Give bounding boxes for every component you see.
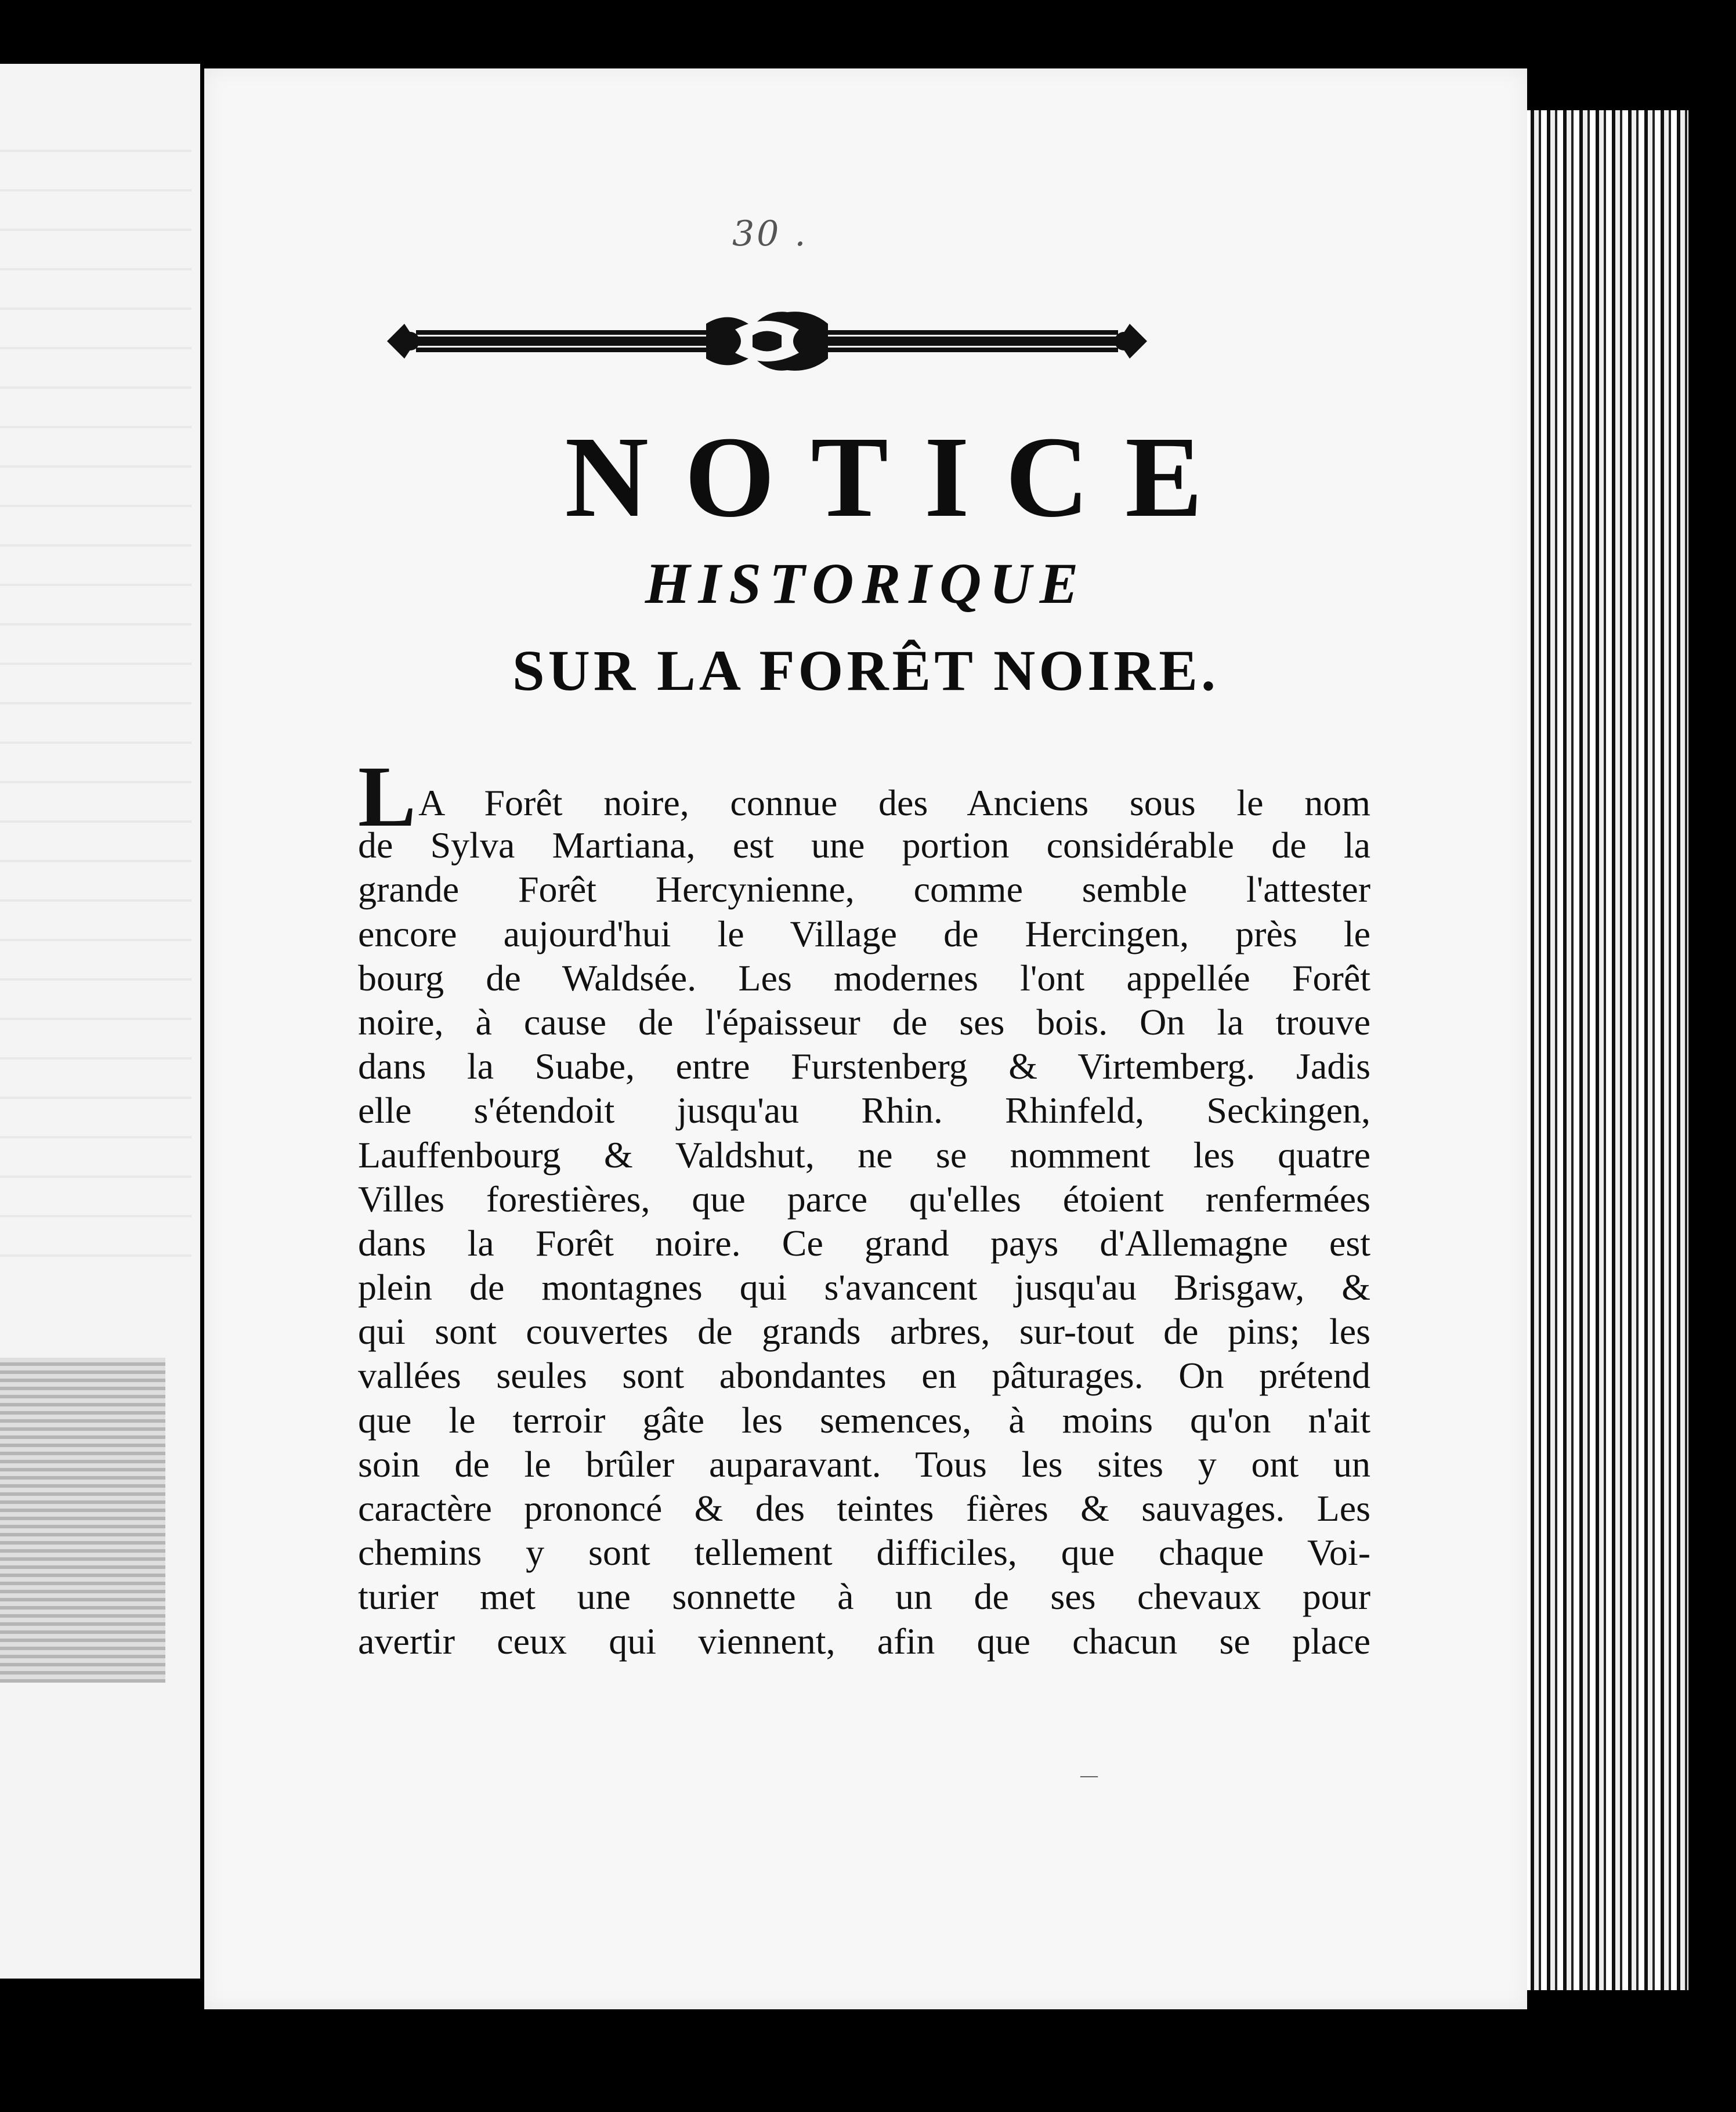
text-line: vallées seules sont abondantes en pâturages. On prétend — [358, 1355, 1370, 1397]
text-line: dans la Forêt noire. Ce grand pays d'Allemagne est — [358, 1222, 1370, 1264]
page-number: 30 . — [732, 214, 808, 254]
ink-smudge — [0, 1358, 165, 1683]
left-facing-page — [0, 64, 200, 1979]
page-edges — [1509, 110, 1688, 1990]
text-line: bourg de Waldsée. Les modernes l'ont appellée Forêt — [358, 957, 1370, 999]
text-line: elle s'étendoit jusqu'au Rhin. Rhinfeld, Seckingen, — [358, 1090, 1370, 1131]
text-line: noire, à cause de l'épaisseur de ses bois. On la trouve — [358, 1001, 1370, 1043]
body-text — [358, 748, 1370, 1663]
text-line: caractère prononcé & des teintes fières & sauvages. Les — [358, 1488, 1370, 1529]
text-line: qui sont couvertes de grands arbres, sur-tout de pins; les — [358, 1311, 1370, 1352]
text-line: Lauffenbourg & Valdshut, ne se nomment les quatre — [358, 1134, 1370, 1176]
text-line: chemins y sont tellement difficiles, que chaque Voi- — [358, 1532, 1370, 1574]
show-through-text — [0, 133, 191, 1294]
book-page — [204, 68, 1527, 2009]
text-line: dans la Suabe, entre Furstenberg & Virtemberg. Jadis — [358, 1046, 1370, 1087]
text-line: encore aujourd'hui le Village de Hercingen, près le — [358, 913, 1370, 954]
title-notice: NOTICE — [565, 413, 1239, 541]
text-line: que le terroir gâte les semences, à moins qu'on n'ait — [358, 1399, 1370, 1441]
text-line: turier met une sonnette à un de ses chevaux pour — [358, 1576, 1370, 1618]
catchword: — — [1080, 1766, 1098, 1785]
headpiece-ornament-icon — [381, 306, 1153, 376]
subtitle-historique: HISTORIQUE — [645, 551, 1087, 616]
heading-foret-noire: SUR LA FORÊT NOIRE. — [512, 638, 1219, 703]
text-line: avertir ceux qui viennent, afin que chacun se place — [358, 1620, 1370, 1662]
text-line: de Sylva Martiana, est une portion considérable de la — [358, 824, 1370, 866]
text-line: Villes forestières, que parce qu'elles étoient renfermées — [358, 1178, 1370, 1220]
text-line: plein de montagnes qui s'avancent jusqu'au Brisgaw, & — [358, 1267, 1370, 1308]
text-line: LA Forêt noire, connue des Anciens sous le nom — [358, 748, 1370, 845]
text-line: soin de le brûler auparavant. Tous les sites y ont un — [358, 1443, 1370, 1485]
text-line: grande Forêt Hercynienne, comme semble l'attester — [358, 869, 1370, 910]
drop-cap: L — [358, 748, 417, 845]
